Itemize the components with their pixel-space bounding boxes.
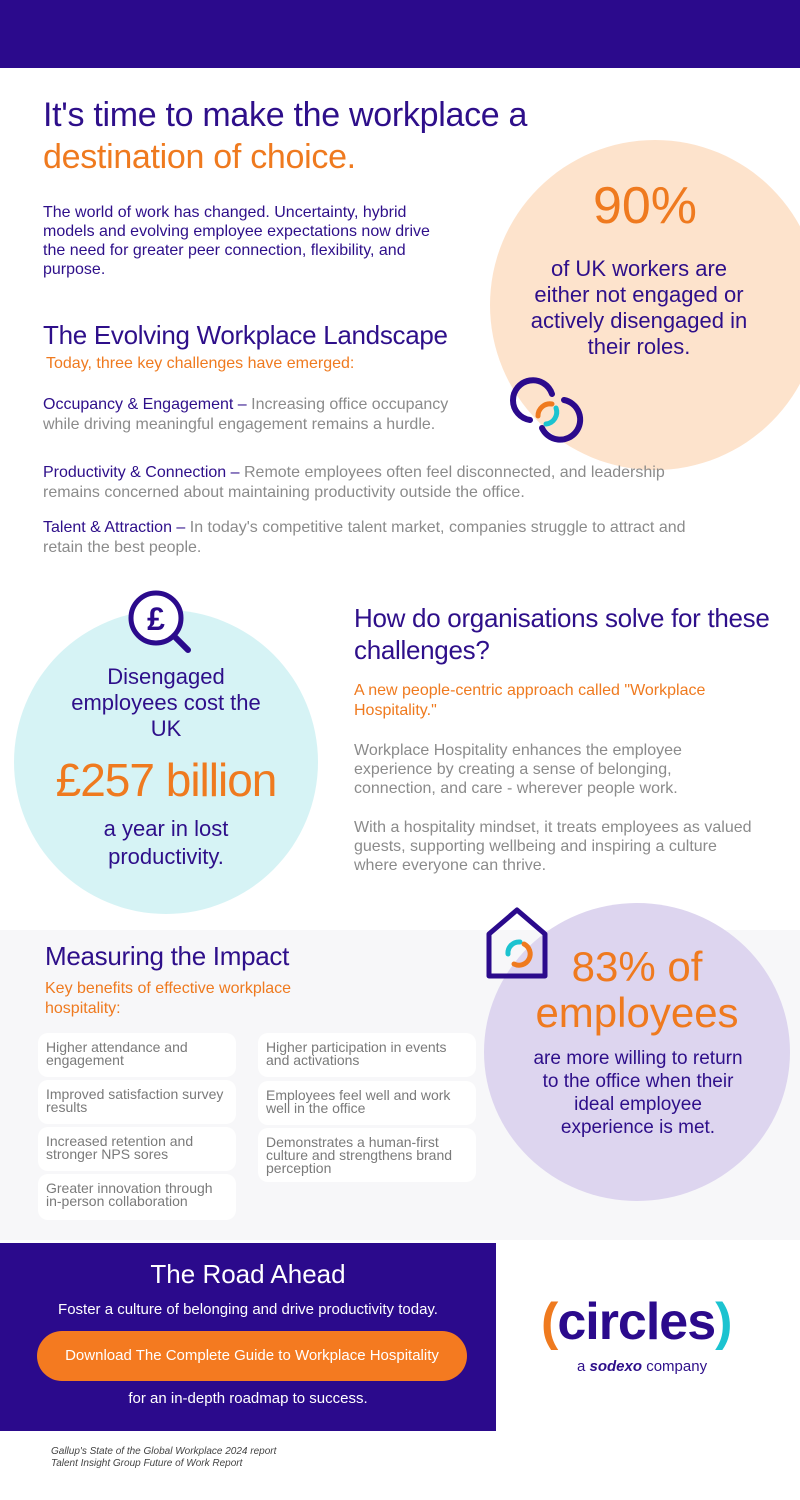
benefit-item: Employees feel well and work well in the office xyxy=(258,1081,476,1125)
logo-word: circles xyxy=(557,1293,716,1351)
logo-tagline: a sodexo company xyxy=(577,1358,708,1375)
circles-ring-icon xyxy=(508,372,588,448)
impact-title: Measuring the Impact xyxy=(45,941,290,971)
road-footer: for an in-depth roadmap to success. xyxy=(128,1390,368,1407)
stat-value-90: 90% xyxy=(592,177,698,235)
download-guide-button[interactable]: Download The Complete Guide to Workplace Hospitality xyxy=(37,1331,467,1381)
challenge-label: Talent & Attraction xyxy=(43,519,172,536)
road-title: The Road Ahead xyxy=(150,1259,346,1289)
challenge-label: Occupancy & Engagement xyxy=(43,396,234,413)
benefit-item: Higher participation in events and activations xyxy=(258,1033,476,1077)
challenge-text: Increasing office occupancy while driving meaningful engagement remains a hurdle. xyxy=(43,396,449,433)
solve-title: How do organisations solve for these challenges? xyxy=(354,603,770,665)
challenge-text: Remote employees often feel disconnected, and leadership remains concerned about maintaining productivity outside the office. xyxy=(43,464,665,501)
sources xyxy=(51,1446,276,1470)
pound-search-icon xyxy=(124,586,196,658)
benefit-item: Demonstrates a human-first culture and strengthens brand perception xyxy=(258,1128,476,1182)
solve-subtitle: A new people-centric approach called "Workplace Hospitality." xyxy=(354,682,706,719)
source-line: Gallup's State of the Global Workplace 2024 report xyxy=(51,1446,277,1457)
top-banner xyxy=(0,0,800,68)
logo-close-paren: ) xyxy=(715,1293,732,1351)
landscape-subtitle: Today, three key challenges have emerged: xyxy=(46,355,355,372)
landscape-title: The Evolving Workplace Landscape xyxy=(43,320,448,350)
circles-logo xyxy=(541,1290,731,1354)
challenge-label: Productivity & Connection xyxy=(43,464,227,481)
intro-paragraph: The world of work has changed. Uncertainty, hybrid models and evolving employee expectations now drive the need for greater peer connection, flexibility, and purpose. xyxy=(43,204,430,278)
svg-text:£: £ xyxy=(147,601,165,637)
challenge-talent: Talent & Attraction – In today's competitive talent market, companies struggle to attract and retain the best people. xyxy=(43,519,686,556)
benefit-item: Increased retention and stronger NPS sores xyxy=(38,1127,236,1171)
benefit-item: Improved satisfaction survey results xyxy=(38,1080,236,1124)
sodexo-wordmark: sodexo xyxy=(589,1358,643,1375)
cost-tail: a year in lost productivity. xyxy=(103,816,229,869)
logo-open-paren: ( xyxy=(541,1293,558,1351)
stat-text-90: of UK workers are either not engaged or actively disengaged in their roles. xyxy=(530,256,748,359)
solve-paragraph-2: With a hospitality mindset, it treats employees as valued guests, supporting wellbeing and inspiring a culture where everyone can thrive. xyxy=(354,819,752,874)
impact-subtitle: Key benefits of effective workplace hospitality: xyxy=(45,980,292,1017)
stat-text-83: are more willing to return to the office when their ideal employee experience is met. xyxy=(533,1048,743,1138)
source-line: Talent Insight Group Future of Work Report xyxy=(51,1458,243,1469)
page-title-line1: It's time to make the workplace a xyxy=(43,96,528,134)
benefit-item: Higher attendance and engagement xyxy=(38,1033,236,1077)
road-subtitle: Foster a culture of belonging and drive productivity today. xyxy=(58,1301,438,1318)
cost-lead: Disengaged employees cost the UK xyxy=(71,664,261,741)
benefit-item: Greater innovation through in-person collaboration xyxy=(38,1174,236,1220)
solve-paragraph-1: Workplace Hospitality enhances the employee experience by creating a sense of belonging, connection, and care - wherever people work. xyxy=(354,742,682,797)
challenge-text: In today's competitive talent market, companies struggle to attract and retain the best people. xyxy=(43,519,686,556)
challenge-productivity: Productivity & Connection – Remote employees often feel disconnected, and leadership remains concerned about maintaining productivity outside the office. xyxy=(43,464,665,501)
cost-value: £257 billion xyxy=(55,754,277,806)
challenge-occupancy: Occupancy & Engagement – Increasing office occupancy while driving meaningful engagement remains a hurdle. xyxy=(43,396,449,433)
stat-value-83: 83% of employees xyxy=(535,943,739,1036)
page-title-line2: destination of choice. xyxy=(43,138,356,176)
